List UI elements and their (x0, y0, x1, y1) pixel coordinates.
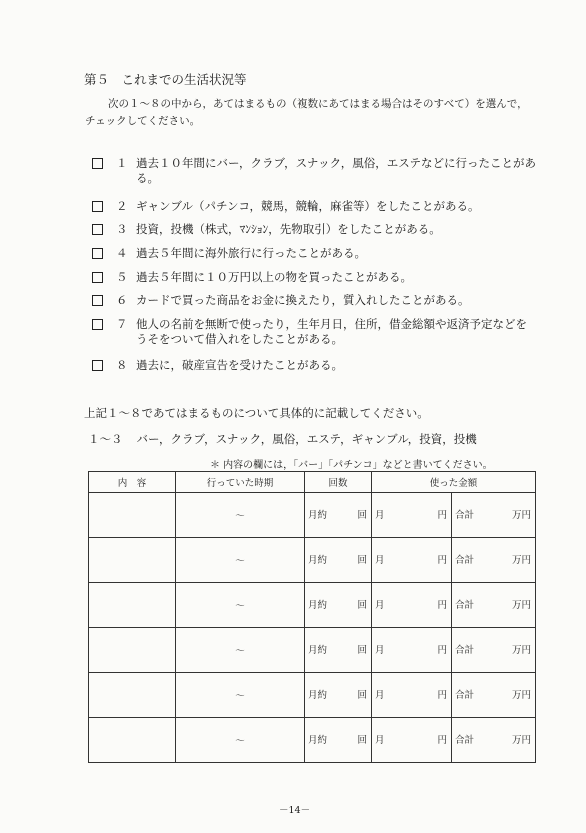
man-yen-label: 万円 (512, 600, 532, 611)
item-number: ７ (116, 317, 128, 331)
month-label: 月 (375, 645, 385, 656)
month-approx-label: 月約 (308, 510, 328, 521)
man-yen-label: 万円 (512, 690, 532, 701)
total-label: 合計 (455, 510, 475, 521)
tilde-mark: ～ (235, 556, 245, 567)
note: ＊ 内容の欄には，「バー」「パチンコ」などと書いてください。 (210, 460, 493, 471)
intro-text: 次の１～８の中から，あてはまるもの（複数にあてはまる場合はそのすべて）を選んで，チェックしてください。 (85, 98, 528, 127)
man-yen-label: 万円 (512, 645, 532, 656)
checkbox[interactable] (92, 272, 103, 283)
item-text: ギャンブル（パチンコ，競馬，競輪，麻雀等）をしたことがある。 (136, 199, 480, 213)
monthly-amount-cell[interactable] (372, 493, 452, 538)
total-label: 合計 (455, 600, 475, 611)
yen-label: 円 (437, 555, 447, 566)
count-cell[interactable] (305, 673, 372, 718)
monthly-amount-cell[interactable] (372, 583, 452, 628)
period-cell[interactable] (176, 718, 305, 763)
detail-heading: 上記１～８であてはまるものについて具体的に記載してください。 (84, 406, 429, 420)
item-number: ３ (116, 222, 128, 236)
item-number: ５ (116, 270, 128, 284)
period-cell[interactable] (176, 538, 305, 583)
checkbox[interactable] (92, 319, 103, 330)
item-text: 投資，投機（株式，ﾏﾝｼｮﾝ，先物取引）をしたことがある。 (136, 222, 441, 236)
checkbox[interactable] (92, 295, 103, 306)
count-cell[interactable] (305, 493, 372, 538)
count-cell[interactable] (305, 628, 372, 673)
period-cell[interactable] (176, 493, 305, 538)
times-unit-label: 回 (357, 645, 367, 656)
month-label: 月 (375, 690, 385, 701)
table-row (89, 538, 536, 583)
item-number: ６ (116, 293, 128, 307)
category-list: バー，クラブ，スナック，風俗，エステ，ギャンブル，投資，投機 (136, 432, 477, 446)
month-approx-label: 月約 (308, 555, 328, 566)
count-cell[interactable] (305, 718, 372, 763)
item-text: 他人の名前を無断で使ったり，生年月日，住所，借金総額や返済予定などをうそをついて借入れをしたことがある。 (136, 317, 527, 346)
content-cell[interactable] (89, 583, 176, 628)
header-content: 内 容 (89, 472, 176, 493)
table-header-row (89, 472, 536, 493)
checkbox[interactable] (92, 360, 103, 371)
content-cell[interactable] (89, 628, 176, 673)
total-amount-cell[interactable] (452, 493, 536, 538)
yen-label: 円 (437, 735, 447, 746)
detail-table (88, 471, 536, 763)
item-text: 過去５年間に海外旅行に行ったことがある。 (136, 246, 366, 260)
month-approx-label: 月約 (308, 690, 328, 701)
man-yen-label: 万円 (512, 510, 532, 521)
item-number: ２ (116, 199, 128, 213)
tilde-mark: ～ (235, 736, 245, 747)
checkbox[interactable] (92, 158, 103, 169)
man-yen-label: 万円 (512, 735, 532, 746)
item-number: ４ (116, 246, 128, 260)
yen-label: 円 (437, 510, 447, 521)
period-cell[interactable] (176, 628, 305, 673)
period-cell[interactable] (176, 673, 305, 718)
month-approx-label: 月約 (308, 600, 328, 611)
yen-label: 円 (437, 645, 447, 656)
header-count: 回数 (305, 472, 372, 493)
checkbox[interactable] (92, 224, 103, 235)
total-amount-cell[interactable] (452, 718, 536, 763)
tilde-mark: ～ (235, 511, 245, 522)
times-unit-label: 回 (357, 600, 367, 611)
monthly-amount-cell[interactable] (372, 673, 452, 718)
month-label: 月 (375, 555, 385, 566)
item-text: カードで買った商品をお金に換えたり，質入れしたことがある。 (136, 293, 470, 307)
category-line (88, 431, 477, 447)
times-unit-label: 回 (357, 555, 367, 566)
table-row (89, 718, 536, 763)
monthly-amount-cell[interactable] (372, 718, 452, 763)
category-range: １～３ (88, 432, 123, 446)
tilde-mark: ～ (235, 601, 245, 612)
monthly-amount-cell[interactable] (372, 538, 452, 583)
tilde-mark: ～ (235, 691, 245, 702)
table-row (89, 583, 536, 628)
table-row (89, 628, 536, 673)
checkbox[interactable] (92, 248, 103, 259)
content-cell[interactable] (89, 493, 176, 538)
table-row (89, 673, 536, 718)
content-cell[interactable] (89, 673, 176, 718)
yen-label: 円 (437, 690, 447, 701)
section-title: 第５ これまでの生活状況等 (84, 72, 247, 87)
count-cell[interactable] (305, 583, 372, 628)
header-period: 行っていた時期 (176, 472, 305, 493)
period-cell[interactable] (176, 583, 305, 628)
header-amount: 使った金額 (372, 472, 536, 493)
times-unit-label: 回 (357, 735, 367, 746)
total-label: 合計 (455, 690, 475, 701)
month-label: 月 (375, 735, 385, 746)
item-text: 過去５年間に１０万円以上の物を買ったことがある。 (136, 270, 412, 284)
total-amount-cell[interactable] (452, 583, 536, 628)
times-unit-label: 回 (357, 510, 367, 521)
times-unit-label: 回 (357, 690, 367, 701)
total-label: 合計 (455, 645, 475, 656)
table-row (89, 493, 536, 538)
total-amount-cell[interactable] (452, 538, 536, 583)
item-text: 過去に，破産宣告を受けたことがある。 (136, 358, 343, 372)
checkbox[interactable] (92, 201, 103, 212)
item-number: ８ (116, 358, 128, 372)
yen-label: 円 (437, 600, 447, 611)
total-amount-cell[interactable] (452, 673, 536, 718)
month-label: 月 (375, 510, 385, 521)
man-yen-label: 万円 (512, 555, 532, 566)
total-amount-cell[interactable] (452, 628, 536, 673)
item-text: 過去１０年間にバー，クラブ，スナック，風俗，エステなどに行ったことがある。 (136, 156, 536, 185)
content-cell[interactable] (89, 538, 176, 583)
total-label: 合計 (455, 555, 475, 566)
month-approx-label: 月約 (308, 645, 328, 656)
total-label: 合計 (455, 735, 475, 746)
tilde-mark: ～ (235, 646, 245, 657)
monthly-amount-cell[interactable] (372, 628, 452, 673)
content-cell[interactable] (89, 718, 176, 763)
month-label: 月 (375, 600, 385, 611)
item-number: １ (116, 156, 128, 170)
page-number: －14－ (279, 805, 311, 816)
count-cell[interactable] (305, 538, 372, 583)
month-approx-label: 月約 (308, 735, 328, 746)
